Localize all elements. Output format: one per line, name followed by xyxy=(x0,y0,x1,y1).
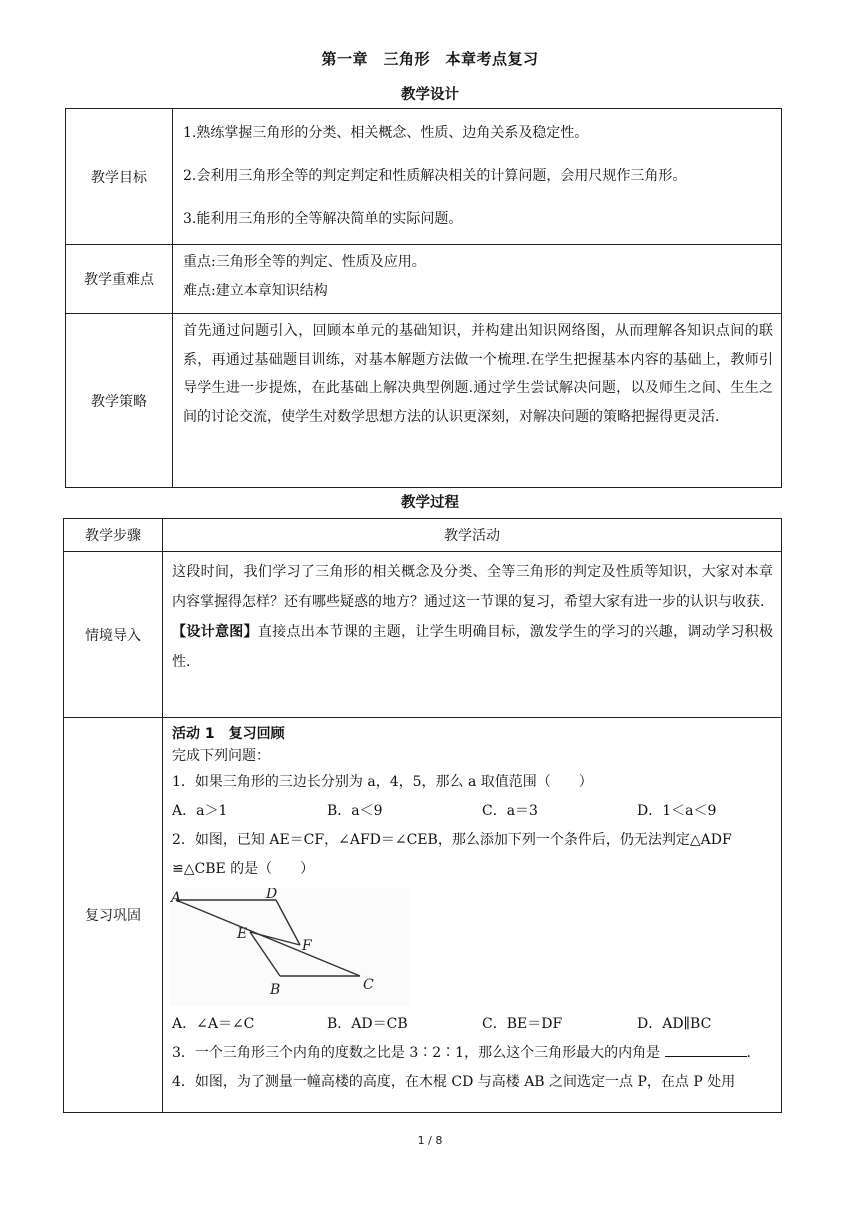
task-text: 完成下列问题： xyxy=(172,748,270,764)
option: B．AD＝CB xyxy=(327,1016,408,1032)
goals-cell xyxy=(173,109,782,245)
question-4: 4．如图，为了测量一幢高楼的高度，在木棍 CD 与高楼 AB 之间选定一点 P，在点 P 处用 xyxy=(172,1074,736,1090)
key-point: 重点:三角形全等的判定、性质及应用。 xyxy=(183,254,426,270)
geometry-figure xyxy=(170,888,410,1006)
strategy-label: 教学策略 xyxy=(66,314,173,488)
answer-blank xyxy=(665,1040,747,1057)
option: B．a＜9 xyxy=(327,803,383,819)
intro-label: 情境导入 xyxy=(64,552,163,718)
question-2-options xyxy=(172,1010,773,1039)
goal-item: 1.熟练掌握三角形的分类、相关概念、性质、边角关系及稳定性。 xyxy=(183,125,589,141)
document-title: 第一章 三角形 本章考点复习 xyxy=(321,50,539,68)
option: A．∠A＝∠C xyxy=(172,1016,255,1032)
option: C．BE＝DF xyxy=(482,1016,563,1032)
goals-label: 教学目标 xyxy=(66,109,173,245)
strategy-text: 首先通过问题引入，回顾本单元的基础知识，并构建出知识网络图，从而理解各知识点间的联系，再通过基础题目训练，对基本解题方法做一个梳理.在学生把握基本内容的基础上，教师引导学生进一步提炼，在此基础上解决典型例题.通过学生尝试解决问题，以及师生之间、生生之间的讨论交流，使学生对数学思想方法的认识更深刻，对解决问题的策略把握得更灵活. xyxy=(183,323,773,425)
activity-title: 活动 1 复习回顾 xyxy=(172,726,285,742)
question-1-options xyxy=(172,797,773,826)
key-points-cell xyxy=(173,245,782,314)
figure-label-b: B xyxy=(270,982,281,998)
figure-label-d: D xyxy=(266,888,278,902)
option: A．a＞1 xyxy=(172,803,228,819)
review-row xyxy=(64,718,782,1113)
goals-row xyxy=(66,109,782,245)
col-activity-header: 教学活动 xyxy=(163,519,782,552)
figure-label-c: C xyxy=(363,977,374,993)
intro-row xyxy=(64,552,782,718)
process-table xyxy=(63,518,782,1113)
strategy-cell xyxy=(173,314,782,488)
process-section-title: 教学过程 xyxy=(401,495,459,511)
question-2-line-1: 2．如图，已知 AE＝CF，∠AFD＝∠CEB，那么添加下列一个条件后，仍无法判定△ADF xyxy=(172,832,732,848)
key-points-row xyxy=(66,245,782,314)
design-table xyxy=(65,108,782,488)
figure-label-f: F xyxy=(302,938,312,954)
intro-text: 这段时间，我们学习了三角形的相关概念及分类、全等三角形的判定及性质等知识，大家对本章内容掌握得怎样？还有哪些疑惑的地方？通过这一节课的复习，希望大家有进一步的认识与收获. xyxy=(172,564,773,610)
option: C．a＝3 xyxy=(482,803,538,819)
question-3: 3．一个三角形三个内角的度数之比是 3∶2∶1，那么这个三角形最大的内角是 . xyxy=(172,1039,773,1068)
option: D．AD∥BC xyxy=(637,1016,712,1032)
design-section-title: 教学设计 xyxy=(401,87,459,103)
figure-label-e: E xyxy=(237,926,248,942)
review-cell xyxy=(163,718,782,1113)
difficult-point: 难点:建立本章知识结构 xyxy=(183,282,328,299)
col-step-header: 教学步骤 xyxy=(64,519,163,552)
design-intent: 【设计意图】直接点出本节课的主题，让学生明确目标，激发学生的学习的兴趣，调动学习积极性. xyxy=(172,624,774,670)
option: D．1＜a＜9 xyxy=(637,803,717,819)
page-number: 1 / 8 xyxy=(417,1134,443,1147)
figure-label-a: A xyxy=(171,890,182,906)
question-2-line-2: ≌△CBE 的是（ ） xyxy=(172,861,315,877)
intro-cell xyxy=(163,552,782,718)
key-points-label: 教学重难点 xyxy=(66,245,173,314)
goal-item: 3.能利用三角形的全等解决简单的实际问题。 xyxy=(183,211,463,227)
figure-diagram xyxy=(170,888,410,1006)
review-label: 复习巩固 xyxy=(64,718,163,1113)
goal-item: 2.会利用三角形全等的判定判定和性质解决相关的计算问题，会用尺规作三角形。 xyxy=(183,168,687,184)
process-header-row xyxy=(64,519,782,552)
question-1: 1．如果三角形的三边长分别为 a，4，5，那么 a 取值范围（ ） xyxy=(172,774,593,790)
strategy-row xyxy=(66,314,782,488)
